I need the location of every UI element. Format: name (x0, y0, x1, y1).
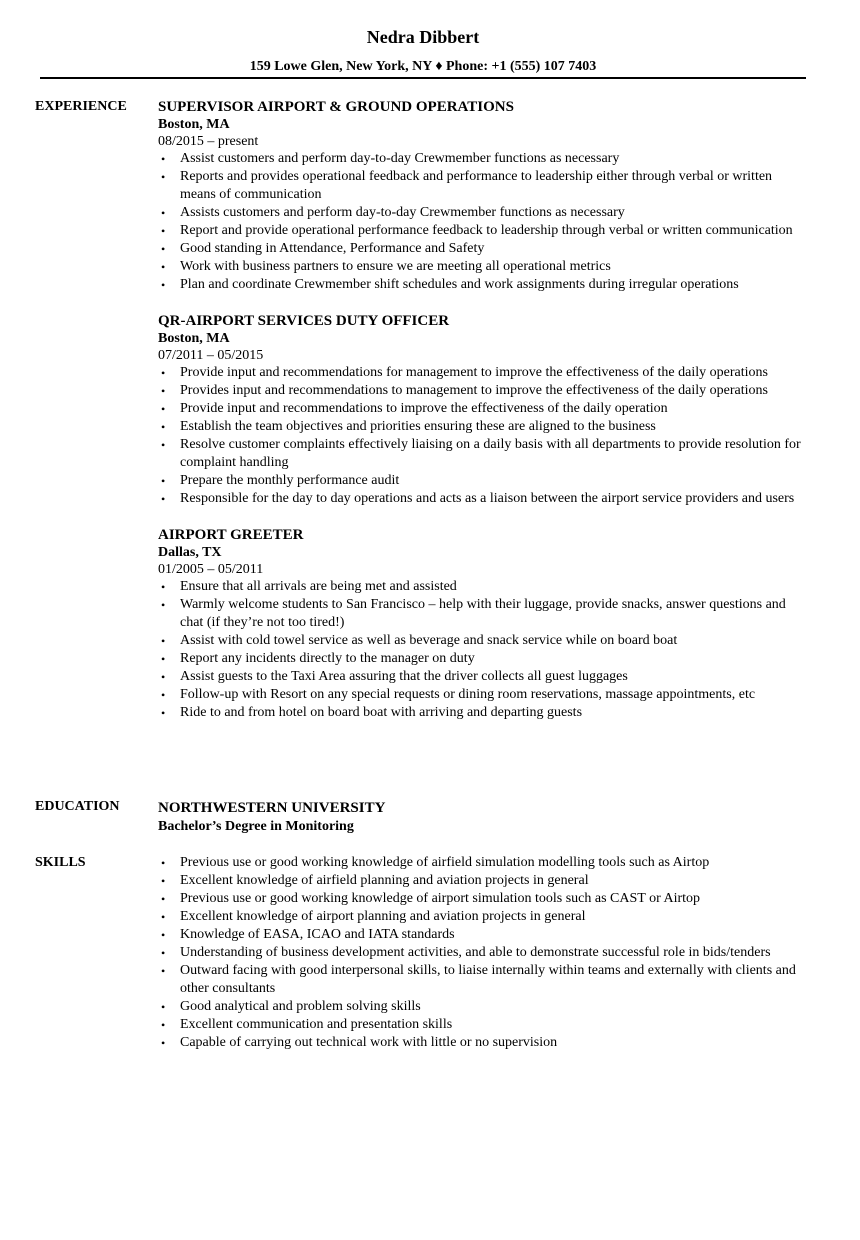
skill-item: • Previous use or good working knowledge of airport simulation tools such as CAST or Airtop (161, 891, 701, 906)
skill-item: • Excellent communication and presentation skills (161, 1017, 453, 1032)
job-bullets (158, 150, 808, 294)
bullet-icon: • (161, 260, 166, 274)
bullet-icon: • (161, 856, 166, 870)
contact-line: 159 Lowe Glen, New York, NY ♦ Phone: +1 (555) 107 7403 (249, 59, 597, 74)
job-entry (158, 526, 808, 722)
job-entry (158, 312, 808, 508)
job-location: Dallas, TX (158, 545, 222, 560)
job-bullet: • Work with business partners to ensure we are meeting all operational metrics (161, 259, 611, 274)
skill-item: • Capable of carrying out technical work with little or no supervision (161, 1035, 558, 1050)
skill-item: • Good analytical and problem solving skills (161, 999, 421, 1014)
job-bullet: • Resolve customer complaints effectively liaising on a daily basis with all departments to provide resolution for complaint handling (161, 437, 801, 470)
job-bullet: • Warmly welcome students to San Francisco – help with their luggage, provide snacks, answer questions and chat (if they’re not too tired!) (161, 597, 786, 630)
bullet-icon: • (161, 652, 166, 666)
bullet-icon: • (161, 946, 166, 960)
job-title: QR-AIRPORT SERVICES DUTY OFFICER (158, 313, 450, 329)
bullet-icon: • (161, 688, 166, 702)
job-bullet: • Assist with cold towel service as well as beverage and snack service while on board boat (161, 633, 678, 648)
bullet-icon: • (161, 384, 166, 398)
skill-item: • Knowledge of EASA, ICAO and IATA standards (161, 927, 455, 942)
job-dates: 07/2011 – 05/2015 (158, 348, 264, 363)
bullet-icon: • (161, 580, 166, 594)
education-entry (158, 798, 808, 836)
bullet-icon: • (161, 492, 166, 506)
job-bullet: • Prepare the monthly performance audit (161, 473, 400, 488)
job-title: SUPERVISOR AIRPORT & GROUND OPERATIONS (158, 99, 514, 115)
job-bullet: • Report and provide operational performance feedback to leadership through verbal or written communication (161, 223, 793, 238)
degree-name: Bachelor’s Degree in Monitoring (158, 819, 354, 834)
bullet-icon: • (161, 474, 166, 488)
section-label-education: EDUCATION (35, 799, 120, 814)
bullet-icon: • (161, 706, 166, 720)
job-bullet: • Establish the team objectives and priorities ensuring these are aligned to the business (161, 419, 656, 434)
header-divider (40, 77, 806, 79)
section-label-skills: SKILLS (35, 855, 86, 870)
skill-bullets (158, 854, 808, 1052)
bullet-icon: • (161, 438, 166, 452)
bullet-icon: • (161, 278, 166, 292)
bullet-icon: • (161, 152, 166, 166)
bullet-icon: • (161, 910, 166, 924)
skill-item: • Outward facing with good interpersonal skills, to liaise internally within teams and externally with clients and other consultants (161, 963, 796, 996)
bullet-icon: • (161, 206, 166, 220)
bullet-icon: • (161, 366, 166, 380)
job-location: Boston, MA (158, 117, 230, 132)
bullet-icon: • (161, 964, 166, 978)
job-bullet: • Provide input and recommendations for management to improve the effectiveness of the daily operations (161, 365, 768, 380)
skill-item: • Excellent knowledge of airport planning and aviation projects in general (161, 909, 586, 924)
skill-item: • Excellent knowledge of airfield planning and aviation projects in general (161, 873, 589, 888)
bullet-icon: • (161, 892, 166, 906)
school-name: NORTHWESTERN UNIVERSITY (158, 800, 386, 816)
skill-item: • Previous use or good working knowledge of airfield simulation modelling tools such as Airtop (161, 855, 710, 870)
job-bullet: • Ensure that all arrivals are being met and assisted (161, 579, 457, 594)
job-dates: 01/2005 – 05/2011 (158, 562, 264, 577)
job-bullet: • Ride to and from hotel on board boat with arriving and departing guests (161, 705, 583, 720)
bullet-icon: • (161, 170, 166, 184)
bullet-icon: • (161, 224, 166, 238)
job-dates: 08/2015 – present (158, 134, 259, 149)
bullet-icon: • (161, 928, 166, 942)
skill-item: • Understanding of business development activities, and able to demonstrate successful role in bids/tenders (161, 945, 771, 960)
job-bullet: • Provides input and recommendations to management to improve the effectiveness of the daily operations (161, 383, 768, 398)
section-label-experience: EXPERIENCE (35, 99, 127, 114)
job-location: Boston, MA (158, 331, 230, 346)
job-bullets (158, 578, 808, 722)
bullet-icon: • (161, 1036, 166, 1050)
job-bullet: • Good standing in Attendance, Performance and Safety (161, 241, 485, 256)
job-entry (158, 98, 808, 294)
bullet-icon: • (161, 1018, 166, 1032)
candidate-name: Nedra Dibbert (366, 27, 480, 47)
job-bullet: • Report any incidents directly to the manager on duty (161, 651, 475, 666)
skills-list (158, 854, 808, 1052)
job-bullet: • Assists customers and perform day-to-day Crewmember functions as necessary (161, 205, 625, 220)
job-bullet: • Assist customers and perform day-to-day Crewmember functions as necessary (161, 151, 620, 166)
job-bullets (158, 364, 808, 508)
bullet-icon: • (161, 420, 166, 434)
resume-header (40, 26, 806, 76)
job-bullet: • Assist guests to the Taxi Area assuring that the driver collects all guest luggages (161, 669, 628, 684)
bullet-icon: • (161, 242, 166, 256)
job-bullet: • Provide input and recommendations to improve the effectiveness of the daily operation (161, 401, 668, 416)
bullet-icon: • (161, 1000, 166, 1014)
job-bullet: • Responsible for the day to day operations and acts as a liaison between the airport service providers and users (161, 491, 795, 506)
bullet-icon: • (161, 634, 166, 648)
job-bullet: • Plan and coordinate Crewmember shift schedules and work assignments during irregular operations (161, 277, 739, 292)
bullet-icon: • (161, 874, 166, 888)
bullet-icon: • (161, 402, 166, 416)
bullet-icon: • (161, 598, 166, 612)
experience-list (158, 98, 808, 738)
job-title: AIRPORT GREETER (158, 527, 304, 543)
job-bullet: • Follow-up with Resort on any special requests or dining room reservations, massage appointments, etc (161, 687, 756, 702)
bullet-icon: • (161, 670, 166, 684)
job-bullet: • Reports and provides operational feedback and performance to leadership either through verbal or written means of communication (161, 169, 773, 202)
